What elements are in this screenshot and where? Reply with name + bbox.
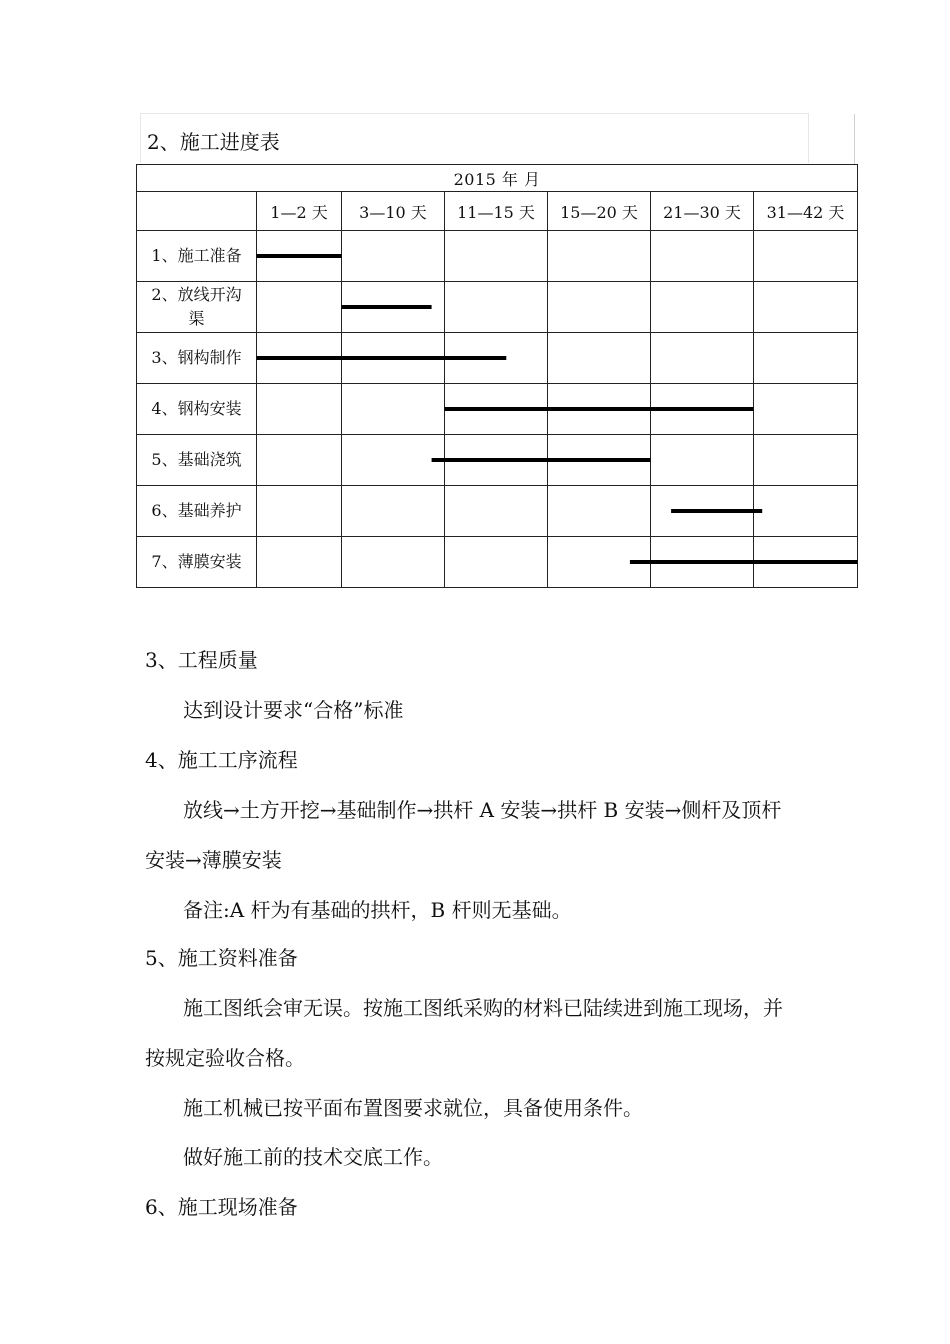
cell [548, 486, 651, 537]
cell [342, 231, 445, 282]
cell [445, 333, 548, 384]
cell [257, 282, 342, 333]
cell [342, 435, 445, 486]
task-row [137, 435, 858, 486]
task-label: 6、基础养护 [137, 486, 257, 537]
cell [342, 333, 445, 384]
flow-line1: 放线→土方开挖→基础制作→拱杆 A 安装→拱杆 B 安装→侧杆及顶杆 [183, 798, 782, 822]
cell [257, 435, 342, 486]
cell [754, 282, 858, 333]
cell [651, 537, 754, 588]
cell [548, 435, 651, 486]
heading-box-edge [854, 114, 855, 164]
task-label: 7、薄膜安装 [137, 537, 257, 588]
cell [445, 282, 548, 333]
cell [445, 537, 548, 588]
task-row [137, 537, 858, 588]
cell [445, 486, 548, 537]
flow-line2: 安装→薄膜安装 [145, 848, 282, 872]
task-label: 1、施工准备 [137, 231, 257, 282]
flow-note: 备注:A 杆为有基础的拱杆，B 杆则无基础。 [183, 898, 572, 922]
cell [342, 537, 445, 588]
task-label [137, 282, 257, 333]
section5-p3: 做好施工前的技术交底工作。 [183, 1145, 443, 1169]
task-label-line2: 渠 [188, 309, 205, 328]
cell [548, 333, 651, 384]
cell [651, 435, 754, 486]
cell [651, 282, 754, 333]
task-row [137, 486, 858, 537]
cell [445, 384, 548, 435]
cell [342, 486, 445, 537]
cell [754, 435, 858, 486]
cell [342, 384, 445, 435]
section6-title: 6、施工现场准备 [145, 1195, 298, 1219]
cell [651, 384, 754, 435]
task-row [137, 282, 858, 333]
cell [651, 333, 754, 384]
cell [548, 537, 651, 588]
cell [445, 435, 548, 486]
col-header: 31—42 天 [754, 192, 858, 231]
cell [257, 486, 342, 537]
task-label-line1: 2、放线开沟 [151, 285, 242, 304]
year-header [137, 165, 858, 192]
cell [651, 486, 754, 537]
corner-cell [137, 192, 257, 231]
cell [754, 231, 858, 282]
section5-p1-line2: 按规定验收合格。 [145, 1046, 305, 1070]
task-label: 4、钢构安装 [137, 384, 257, 435]
cell [754, 537, 858, 588]
cell [257, 333, 342, 384]
cell [445, 231, 548, 282]
year-label: 2015 年 月 [453, 169, 541, 189]
cell [548, 384, 651, 435]
task-row [137, 384, 858, 435]
section5-p2: 施工机械已按平面布置图要求就位，具备使用条件。 [183, 1096, 643, 1120]
col-header: 11—15 天 [445, 192, 548, 231]
cell [548, 282, 651, 333]
section3-title: 3、工程质量 [145, 648, 258, 672]
col-header: 21—30 天 [651, 192, 754, 231]
cell [257, 537, 342, 588]
cell [257, 384, 342, 435]
cell [342, 282, 445, 333]
cell [754, 333, 858, 384]
cell [651, 231, 754, 282]
section5-p1-line1: 施工图纸会审无误。按施工图纸采购的材料已陆续进到施工现场，并 [183, 996, 783, 1020]
col-header: 3—10 天 [342, 192, 445, 231]
col-header: 1—2 天 [257, 192, 342, 231]
section4-title: 4、施工工序流程 [145, 748, 298, 772]
task-label: 3、钢构制作 [137, 333, 257, 384]
section2-title: 2、施工进度表 [147, 130, 280, 154]
section-heading-box [140, 113, 809, 163]
schedule-table [136, 164, 858, 588]
section3-text: 达到设计要求“合格”标准 [183, 698, 404, 722]
section5-title: 5、施工资料准备 [145, 946, 298, 970]
cell [257, 231, 342, 282]
task-label: 5、基础浇筑 [137, 435, 257, 486]
task-row [137, 333, 858, 384]
col-header: 15—20 天 [548, 192, 651, 231]
cell [754, 486, 858, 537]
task-row [137, 231, 858, 282]
cell [548, 231, 651, 282]
cell [754, 384, 858, 435]
